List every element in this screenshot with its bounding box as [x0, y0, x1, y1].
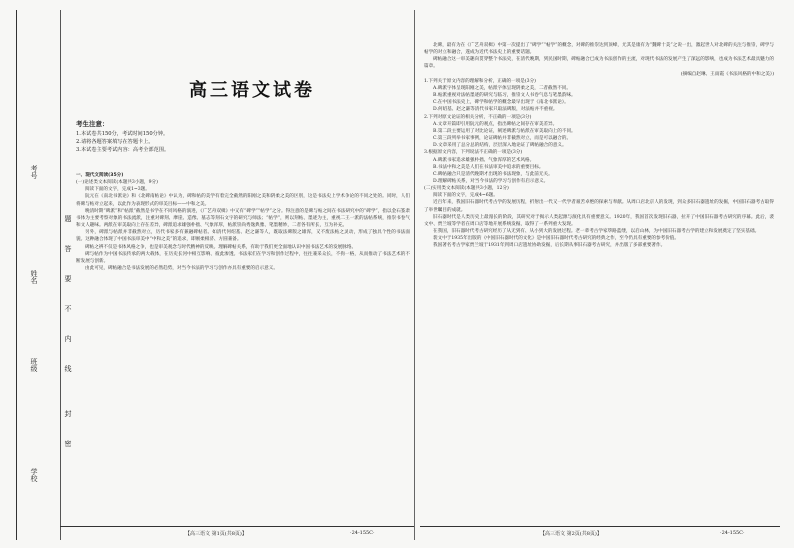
side-label-bu: 不	[64, 305, 72, 312]
page2-body	[424, 42, 774, 524]
page2-footer-right: ·24-155C·	[720, 530, 745, 536]
passage-paragraph: 另外，碑派与帖派并非截然对立，历代书家多有兼融碑帖者。如清代何绍基、赵之谦等人，既取法碑版之雄浑，又不废法帖之灵动，形成了独具个性的书法面貌。这种融合体现了中国书法审美中“中和之美”的追求，即刚柔相济、方圆兼备。	[76, 230, 410, 243]
q3-option-c[interactable]: C.碑帖融合只是清代晚期才出现的书法现象，与此前无关。	[433, 171, 553, 177]
page1-frame-right	[414, 10, 415, 540]
q3-option-b[interactable]: B.书法中和之美是人们在书法审美中追求的重要目标。	[433, 164, 544, 170]
note-3: 3.本试卷主要考试内容：高考全部范围。	[76, 147, 170, 153]
page2-footer-left: 【高三语文 第2页(共8页)】	[540, 531, 602, 537]
question-1: 1.下列关于原文内容的理解和分析，正确的一项是(3分)	[424, 78, 536, 84]
side-label-yao: 要	[64, 275, 72, 282]
exam-title: 高三语文试卷	[189, 80, 315, 101]
page2-bottom-rule	[420, 526, 780, 527]
q1-option-d[interactable]: D.何绍基、赵之谦等清代书家只取法碑版，对法帖并不重视。	[433, 107, 558, 113]
side-label-feng: 封	[64, 410, 72, 417]
side-label-xian: 线	[64, 365, 72, 372]
instruction-2: 阅读下面的文字，完成4~6题。	[433, 193, 498, 199]
subsection-heading-1: (一)论述类文本阅读(本题共3小题，9分)	[76, 180, 158, 186]
question-3: 3.根据原文内容，下列说法不正确的一项是(3分)	[424, 150, 523, 156]
q2-option-c[interactable]: C.第三段列举书家事例，论证碑帖并非截然对立，而是可以融合的。	[433, 136, 572, 142]
side-label-name: 姓名	[30, 270, 38, 284]
side-label-school: 学校	[30, 468, 38, 482]
q2-option-b[interactable]: B.第二段主要运用了对比论证，阐述碑派与帖派在审美取向上的不同。	[433, 128, 576, 134]
q2-option-d[interactable]: D.文章采用了总分总的结构，层层深入地论证了碑帖融合的意义。	[433, 143, 567, 149]
q2-option-a[interactable]: A.文章开篇即引用阮元的观点，指出碑帖之间存在审美差异。	[433, 121, 558, 127]
passage-paragraph: 由此可见，碑帖融合是书法发展的必然趋势，对当今书法的学习与创作亦具有重要的启示意义。	[85, 266, 278, 272]
side-label-ti: 题	[64, 215, 72, 222]
page1-footer-right: ·24-155C·	[350, 530, 375, 536]
q3-option-a[interactable]: A.碑派书家追求雄强朴拙、气象浑厚的艺术风格。	[433, 157, 535, 163]
side-label-mi: 密	[64, 440, 72, 447]
page1-body	[76, 172, 410, 522]
passage-paragraph: 晚清时期“碑派”和“帖派”截然是书学在不同风格的演进，《广艺舟双楫》中又有“碑学”“帖学”之分。得注意的是碑与帖之间在书法研究中的“碑学”，指以金石篆隶书体为主要考察对象的书法流派，注重对碑刻、摩崖、造像、墓志等刻石文字的研究与师法；“帖学”，则以刻帖、墨迹为主，重视二王一派的法帖系统，推崇书卷气和文人趣味。两派在审美取向上存在差异，碑派追求雄强朴拙、气象浑厚，帖派崇尚秀逸典雅、笔墨精妙，二者各有所长，互为补充。	[76, 208, 410, 229]
passage-paragraph: 旧石器时代是人类历史上最漫长的阶段，其研究对于揭示人类起源与演化具有重要意义。1920年，我国首次发现旧石器，拉开了中国旧石器考古研究的序幕。此后，裴文中、贾兰坡等学者在周口店等地开展系统发掘，取得了一系列重大发现。	[424, 214, 774, 227]
passage-paragraph: 碑与帖作为中国书法传承的两大载体，在历史长河中相互影响、彼此渗透。书法家们在学习和创作过程中，往往兼采众长，不拘一格，从而推动了书法艺术的不断发展与创新。	[76, 251, 410, 264]
passage-paragraph: 阮元在《南北书派论》和《北碑南帖论》中认为，碑和帖的美学有着完全截然的阳刚之美和阴柔之美的区别，这是书法史上学术争论的不同之处的。同时，人们将碑与帖对立起来，以此作为表现形式的审美目标——中和之美。	[76, 194, 410, 207]
instruction-1: 阅读下面的文字，完成1~3题。	[85, 187, 150, 193]
side-label-da: 答	[64, 245, 72, 252]
q1-option-c[interactable]: C.在中国书法史上，碑学和帖学的概念最早出现于《南北书派论》。	[433, 100, 569, 106]
side-label-nei: 内	[64, 335, 72, 342]
note-1: 1.本试卷共150分，考试时间150分钟。	[76, 131, 169, 137]
question-2: 2.下列对原文论证的相关分析，不正确的一项是(3分)	[424, 114, 532, 120]
passage-paragraph: 北碑，最有为在《广艺舟双楫》中第一次提出了“碑学”“帖学”的概念，对碑的推崇达到顶峰，尤其是康有为“魏碑十美”之说一出，激起世人对北碑的关注与推崇，碑学与帖学的对立和融合，遂成为近代书法史上的重要话题。	[424, 43, 774, 56]
passage-paragraph: 碑帖之辨不仅是书体风格之争，也是审美观念与时代精神的反映。理解碑帖关系，有助于我们更全面地认识中国书法艺术的发展脉络。	[85, 244, 357, 250]
side-label-class: 班级	[30, 358, 38, 372]
note-2: 2.请将各题答案填写在答题卡上。	[76, 139, 154, 145]
page1-bottom-rule	[60, 526, 414, 527]
subsection-heading-2: (二)实用类文本阅读(本题共3小题，12分)	[424, 186, 509, 192]
passage-paragraph: 在我国，旧石器时代考古研究经历了从无到有、从小到大的发展过程。老一辈考古学家筚路蓝缕，以启山林，为中国旧石器考古学的建立和发展奠定了坚实基础。	[433, 229, 760, 235]
binding-line-inner	[60, 10, 61, 540]
passage-paragraph: 近百年来，我国旧石器时代考古学的发展历程，折射出一代又一代学者艰苦卓绝的探索与奉献。从周口店北京人的发现，到众多旧石器遗址的发掘，中国旧石器考古取得了举世瞩目的成就。	[424, 200, 774, 213]
q1-option-a[interactable]: A.碑派字体呈现阳刚之美，帖派字体呈现阴柔之美，二者截然不同。	[433, 85, 571, 91]
notes-heading: 考生注意：	[76, 120, 109, 128]
passage-paragraph: 我国著名考古学家贾兰坡于1931年到周口店遗址协助发掘，后长期从事旧石器考古研究，并出版了多部重要著作。	[433, 243, 666, 249]
q1-option-b[interactable]: B.帖派重视对法帖墨迹的研究与临习，推崇文人书卷气息与笔墨韵味。	[433, 93, 576, 99]
passage-paragraph: 裴文中于1935年出版的《中国旧石器时代的文化》是中国旧石器时代考古研究的经典之作，至今仍具有重要的参考价值。	[433, 236, 679, 242]
passage-paragraph: 碑帖融合这一审美趣向贯穿整个书法史，在清代晚期，到民国时期，碑帖融合已成为书法创作的主流，对现代书法的发展产生了深远的影响，也成为书法艺术最具魅力的篇章。	[424, 57, 774, 70]
page1-footer-left: 【高三语文 第1页(共8页)】	[185, 531, 247, 537]
binding-line	[16, 10, 17, 540]
section-heading: 一、现代文阅读(35分)	[76, 173, 124, 178]
side-label-exam-number: 考号	[30, 165, 38, 179]
source-citation: (摘编自赵琳、王雨霞《书法风格的中和之美》)	[680, 71, 774, 77]
q3-option-d[interactable]: D.理解碑帖关系，对当今书法的学习与创作有启示意义。	[433, 178, 549, 184]
